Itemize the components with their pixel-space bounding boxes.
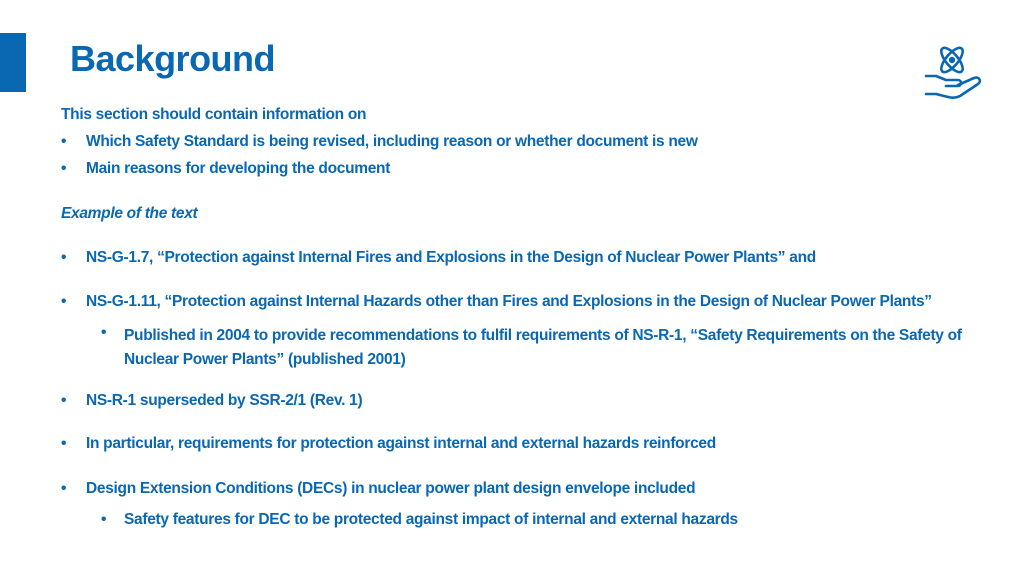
- list-item-text: Design Extension Conditions (DECs) in nuclear power plant design envelope included: [86, 480, 696, 497]
- bullet-dot: •: [61, 293, 67, 310]
- bullet-dot: •: [61, 133, 67, 150]
- bullet-dot: •: [101, 511, 107, 528]
- bullet-dot: •: [61, 249, 67, 266]
- sub-list-item-text: Safety features for DEC to be protected against impact of internal and external hazards: [124, 511, 738, 528]
- bullet-dot: •: [61, 480, 67, 497]
- example-label: Example of the text: [61, 205, 198, 222]
- list-item-text: NS-G-1.11, “Protection against Internal Hazards other than Fires and Explosions in the Design of Nuclear Power Plants”: [86, 293, 932, 310]
- bullet-dot: •: [61, 392, 67, 409]
- page-title: Background: [70, 38, 276, 79]
- list-item-text: NS-R-1 superseded by SSR-2/1 (Rev. 1): [86, 392, 363, 409]
- bullet-dot: •: [61, 435, 67, 452]
- intro-bullet-text: Which Safety Standard is being revised, including reason or whether document is new: [86, 133, 698, 150]
- sub-list-item-text: Published in 2004 to provide recommendations to fulfil requirements of NS-R-1, “Safety Requirements on the Safety of Nuclear Power Plants” (published 2001): [124, 327, 962, 368]
- intro-text: This section should contain information on: [61, 106, 367, 123]
- bullet-dot: •: [101, 324, 107, 341]
- title-accent-bar: [0, 33, 26, 92]
- list-item-text: NS-G-1.7, “Protection against Internal Fires and Explosions in the Design of Nuclear Power Plants” and: [86, 249, 816, 266]
- bullet-dot: •: [61, 160, 67, 177]
- intro-bullet-text: Main reasons for developing the document: [86, 160, 391, 177]
- list-item-text: In particular, requirements for protection against internal and external hazards reinforced: [86, 435, 716, 452]
- atom-in-hand-icon: [922, 40, 984, 106]
